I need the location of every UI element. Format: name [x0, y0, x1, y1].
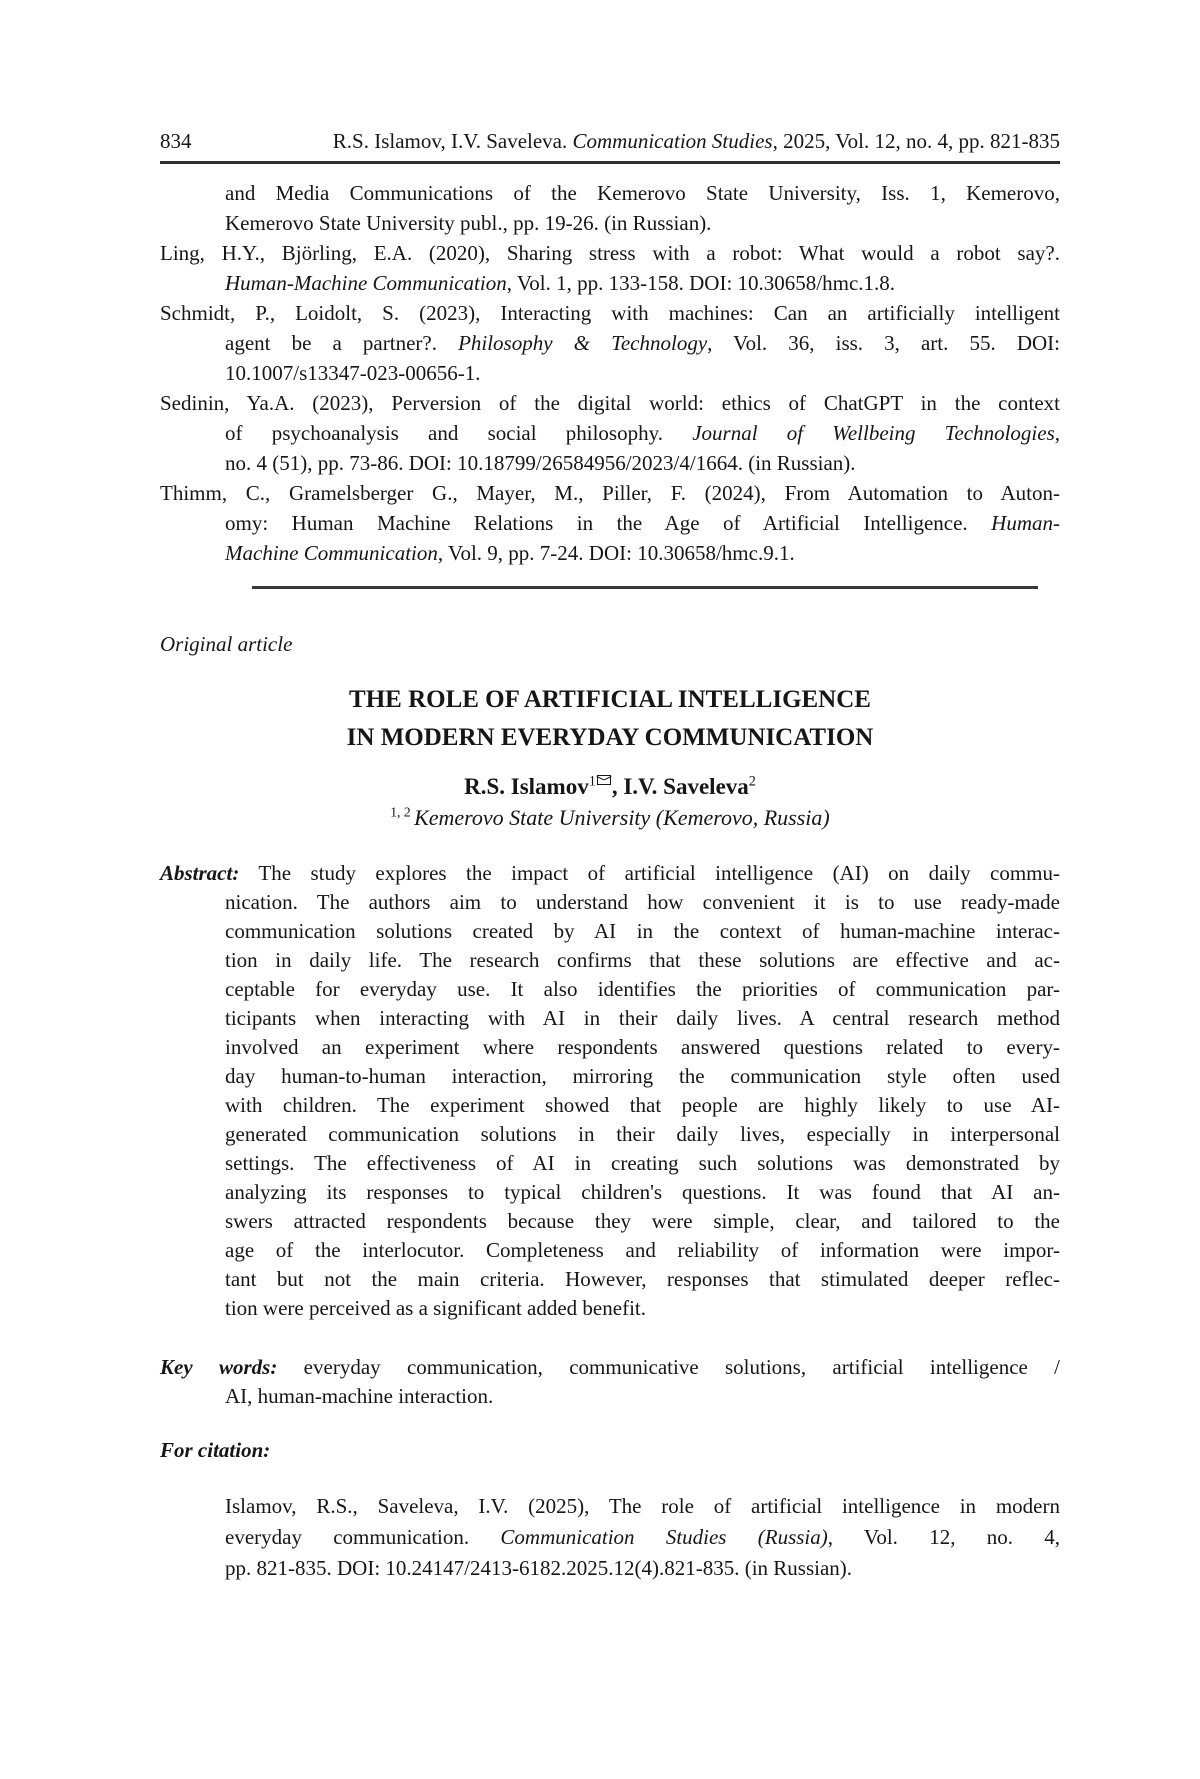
- text-line: omy: Human Machine Relations in the Age of Artificial Intelligence. Human-: [225, 511, 1060, 535]
- text-line: Abstract: The study explores the impact of artificial intelligence (AI) on daily commu-: [160, 861, 1060, 885]
- text-line: R.S. Islamov, I.V. Saveleva. Communication Studies, 2025, Vol. 12, no. 4, pp. 821-835: [332, 129, 1060, 153]
- text-line: nication. The authors aim to understand how convenient it is to use ready-made: [225, 890, 1060, 914]
- citation-section: [160, 1491, 1060, 1584]
- reference-entry: [160, 388, 1060, 478]
- text-line: tant but not the main criteria. However, responses that stimulated deeper reflec-: [225, 1267, 1060, 1291]
- text-line: everyday communication. Communication Studies (Russia), Vol. 12, no. 4,: [225, 1525, 1060, 1549]
- text-line: Thimm, C., Gramelsberger G., Mayer, M., Piller, F. (2024), From Automation to Auton-: [160, 481, 1060, 505]
- text-line: communication solutions created by AI in the context of human-machine interac-: [225, 919, 1060, 943]
- article-title-line: THE ROLE OF ARTIFICIAL INTELLIGENCE: [349, 686, 871, 713]
- header-rule: [160, 161, 1060, 164]
- text-line: analyzing its responses to typical children's questions. It was found that AI an-: [225, 1180, 1060, 1204]
- text-line: ticipants when interacting with AI in their daily lives. A central research method: [225, 1006, 1060, 1030]
- running-header: [160, 128, 1060, 154]
- text-line: Human-Machine Communication, Vol. 1, pp. 133-158. DOI: 10.30658/hmc.1.8.: [225, 271, 896, 295]
- text-line: R.S. Islamov$^1$ , I.V. Saveleva$^2$: [464, 773, 756, 799]
- page-number: 834: [160, 129, 192, 153]
- text-line: Islamov, R.S., Saveleva, I.V. (2025), The role of artificial intelligence in modern: [225, 1494, 1060, 1518]
- page-content: [160, 128, 1060, 1584]
- article-title: [160, 681, 1060, 757]
- text-line: pp. 821-835. DOI: 10.24147/2413-6182.2025.12(4).821-835. (in Russian).: [225, 1556, 853, 1580]
- keywords-section: [160, 1353, 1060, 1411]
- text-line: age of the interlocutor. Completeness and reliability of information were impor-: [225, 1238, 1060, 1262]
- text-line: and Media Communications of the Kemerovo State University, Iss. 1, Kemerovo,: [225, 181, 1060, 205]
- text-line: with children. The experiment showed that people are highly likely to use AI-: [225, 1093, 1060, 1117]
- text-line: involved an experiment where respondents answered questions related to every-: [225, 1035, 1060, 1059]
- reference-entry: [160, 238, 1060, 298]
- text-line: $^{1, 2}$ Kemerovo State University (Kemerovo, Russia): [390, 804, 830, 830]
- text-line: swers attracted respondents because they were simple, clear, and tailored to the: [225, 1209, 1060, 1233]
- text-line: generated communication solutions in their daily lives, especially in interpersonal: [225, 1122, 1060, 1146]
- text-line: Schmidt, P., Loidolt, S. (2023), Interacting with machines: Can an artificially intelligent: [160, 301, 1060, 325]
- reference-entry: [160, 478, 1060, 568]
- text-line: ceptable for everyday use. It also identifies the priorities of communication par-: [225, 977, 1060, 1001]
- text-line: of psychoanalysis and social philosophy. Journal of Wellbeing Technologies,: [225, 421, 1060, 445]
- envelope-icon: [597, 775, 611, 785]
- text-line: Sedinin, Ya.A. (2023), Perversion of the digital world: ethics of ChatGPT in the context: [160, 391, 1060, 415]
- text-line: Kemerovo State University publ., pp. 19-26. (in Russian).: [225, 211, 712, 235]
- section-divider: [252, 586, 1038, 589]
- reference-entry: [160, 178, 1060, 238]
- text-line: settings. The effectiveness of AI in creating such solutions was demonstrated by: [225, 1151, 1060, 1175]
- text-line: 10.1007/s13347-023-00656-1.: [225, 361, 481, 385]
- text-line: For citation:: [160, 1438, 271, 1462]
- affiliation-line: [160, 803, 1060, 833]
- references-section: [160, 178, 1060, 568]
- authors-line: [160, 771, 1060, 803]
- abstract-section: [160, 859, 1060, 1323]
- text-line: Machine Communication, Vol. 9, pp. 7-24. DOI: 10.30658/hmc.9.1.: [225, 541, 795, 565]
- running-title: [333, 128, 1060, 154]
- text-line: tion were perceived as a significant added benefit.: [225, 1296, 646, 1320]
- text-line: Key words: everyday communication, communicative solutions, artificial intelligence /: [160, 1355, 1061, 1379]
- text-line: day human-to-human interaction, mirroring the communication style often used: [225, 1064, 1060, 1088]
- text-line: Ling, H.Y., Björling, E.A. (2020), Sharing stress with a robot: What would a robot say?.: [160, 241, 1060, 265]
- reference-entry: [160, 298, 1060, 388]
- text-line: agent be a partner?. Philosophy & Technology, Vol. 36, iss. 3, art. 55. DOI:: [225, 331, 1060, 355]
- article-type-label: [160, 629, 1060, 659]
- for-citation-heading: [160, 1435, 1060, 1465]
- text-line: AI, human-machine interaction.: [225, 1384, 494, 1408]
- text-line: tion in daily life. The research confirms that these solutions are effective and ac-: [225, 948, 1060, 972]
- text-line: no. 4 (51), pp. 73-86. DOI: 10.18799/26584956/2023/4/1664. (in Russian).: [225, 451, 856, 475]
- article-type-text: Original article: [160, 632, 293, 656]
- article-title-line: IN MODERN EVERYDAY COMMUNICATION: [346, 724, 874, 751]
